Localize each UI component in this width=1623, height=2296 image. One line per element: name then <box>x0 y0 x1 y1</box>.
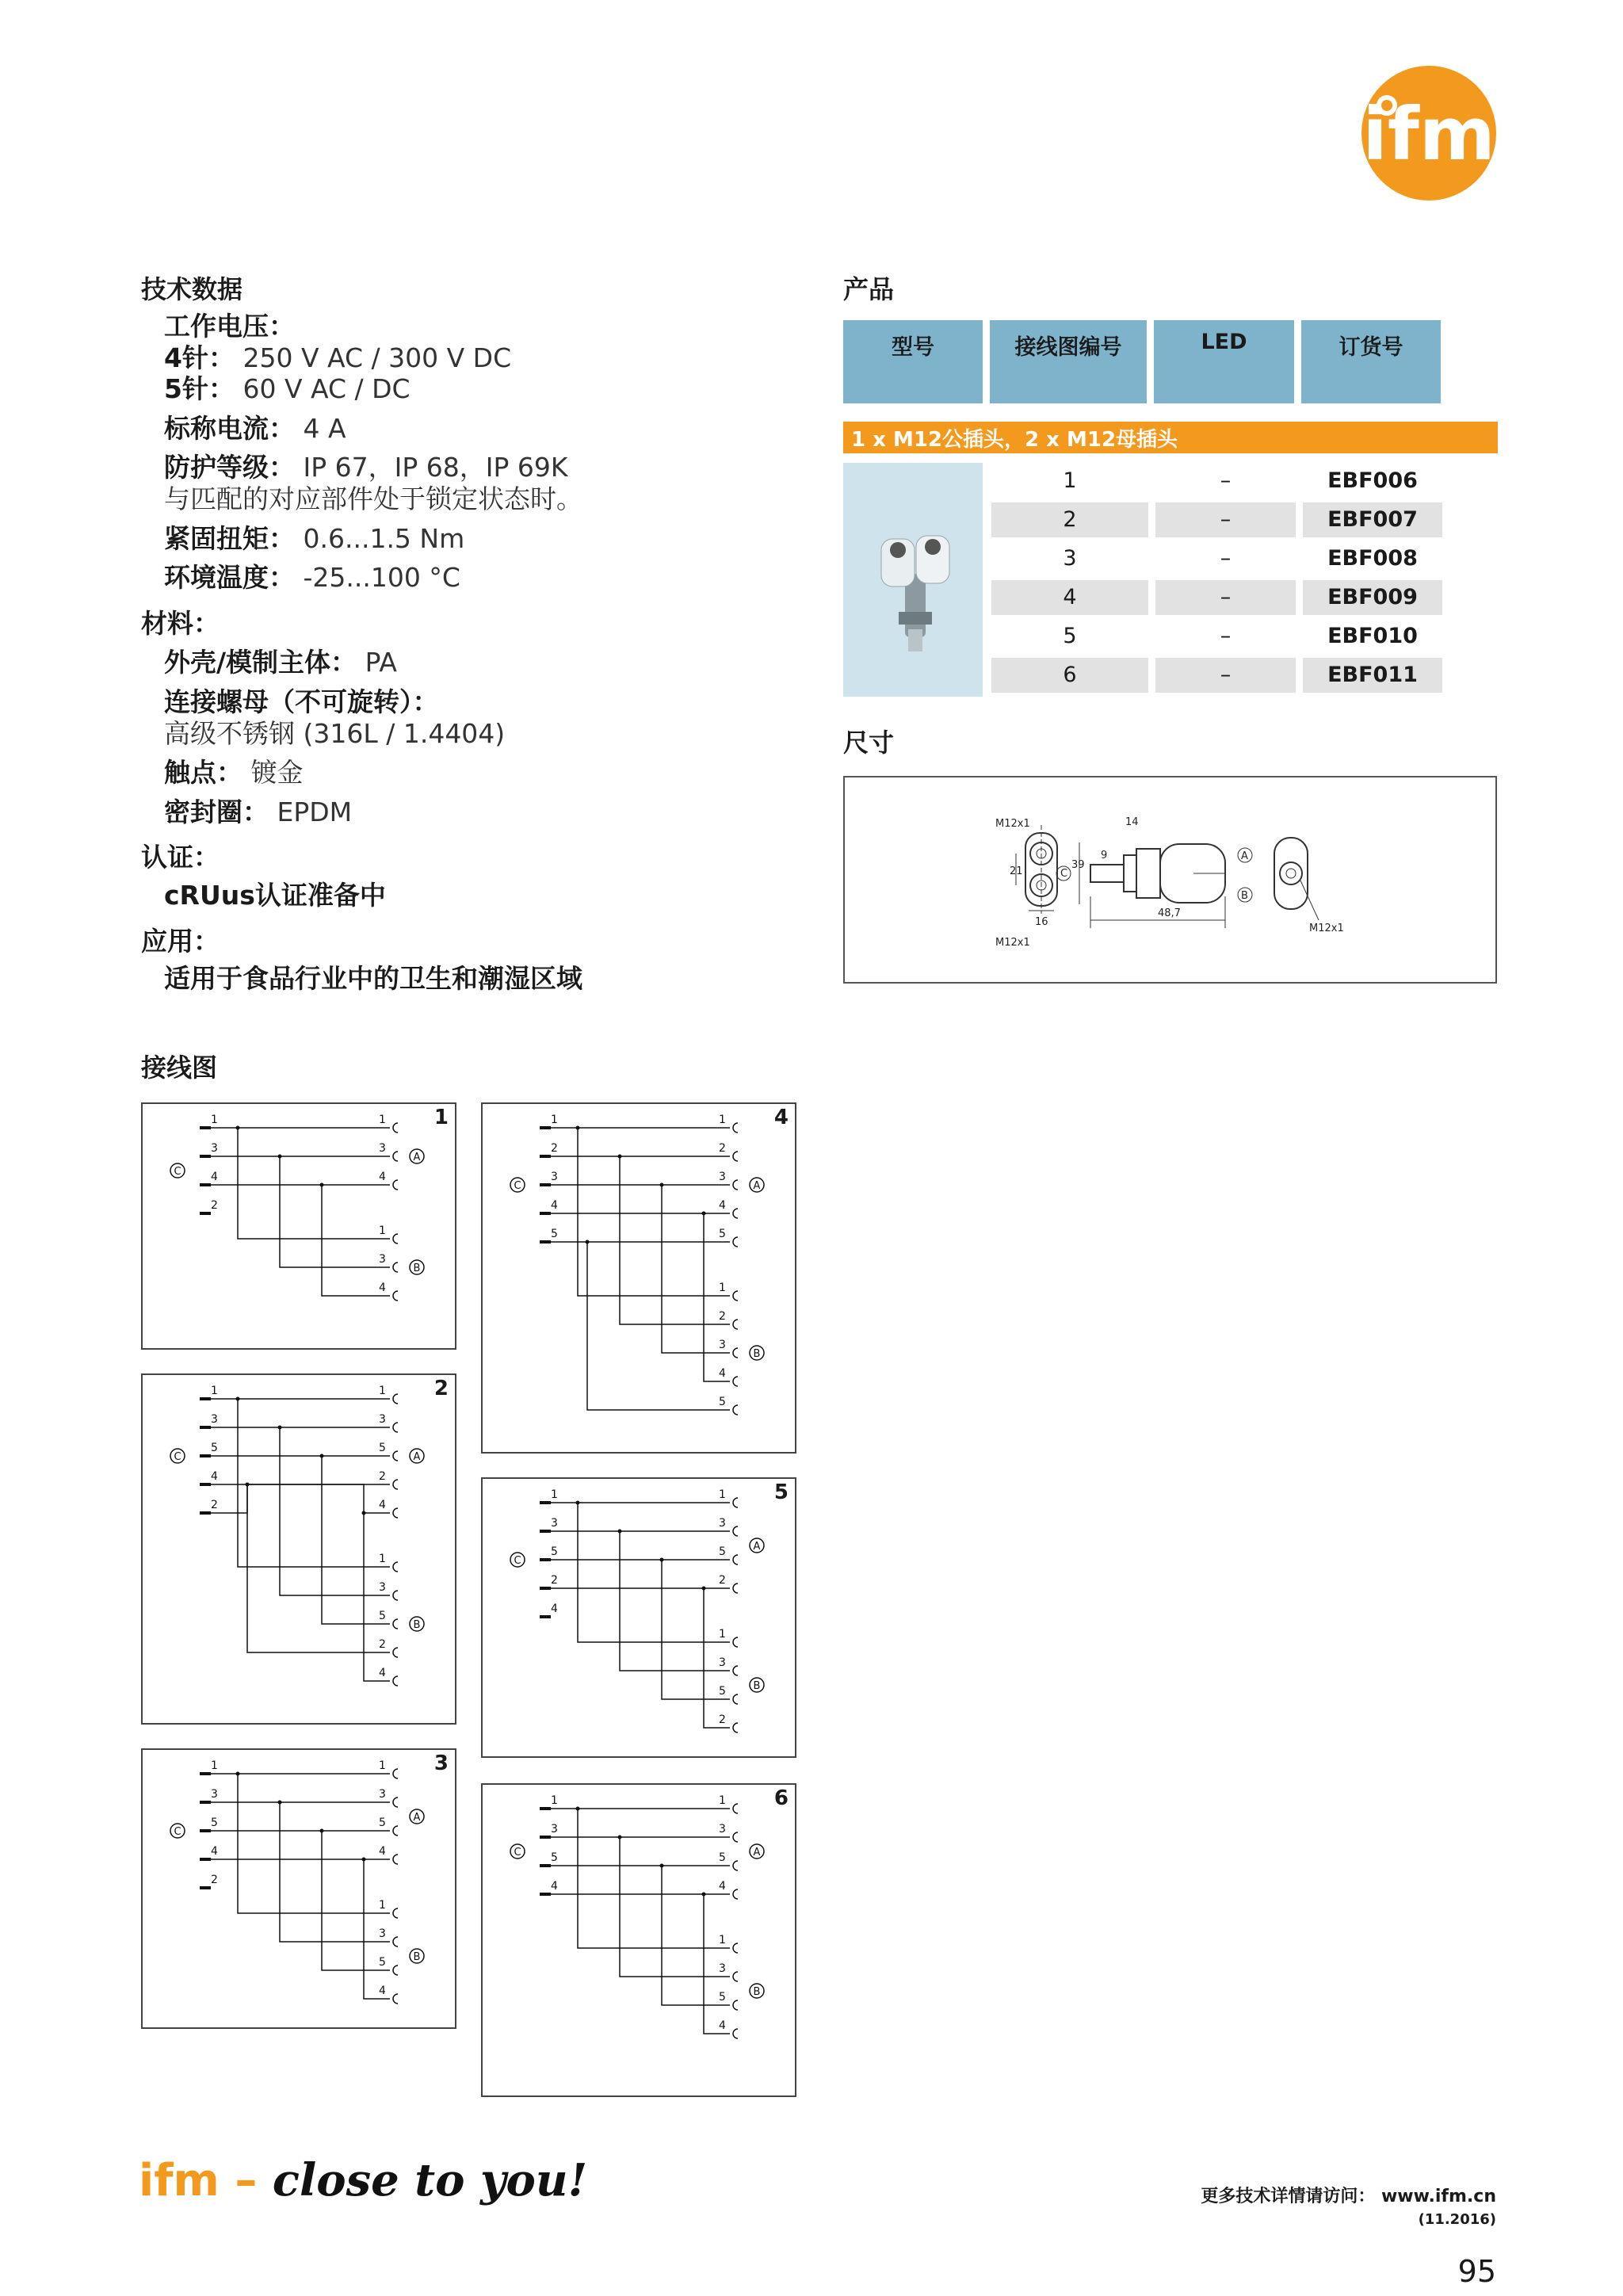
socket-contact-b <box>393 1937 398 1946</box>
socket-contact-b <box>393 1966 398 1975</box>
pin-label-c: 5 <box>551 1545 558 1558</box>
dim-m12-top: M12x1 <box>995 818 1030 830</box>
socket-contact-b <box>733 1972 738 1981</box>
wire <box>620 1156 730 1324</box>
pin-label-c: 4 <box>551 1880 558 1893</box>
pin-label-a: 1 <box>719 1794 726 1807</box>
pin-label-c: 3 <box>551 1171 558 1183</box>
socket-contact-b <box>733 1723 738 1733</box>
logo-mark <box>1361 66 1496 201</box>
pin-label-c: 2 <box>211 1199 218 1212</box>
nut-key: 连接螺母（不可旋转）： <box>164 686 439 717</box>
socket-contact-b <box>733 1377 738 1386</box>
dim-port-b: B <box>1241 890 1248 902</box>
app-value: 适用于食品行业中的卫生和潮湿区域 <box>164 963 582 995</box>
footer-date: (11.2016) <box>1418 2211 1496 2228</box>
port-c-label: C <box>174 1166 181 1178</box>
socket-contact-b <box>393 1234 398 1244</box>
dim-m12-right: M12x1 <box>1309 923 1344 934</box>
socket-contact-b <box>733 2029 738 2038</box>
pin-label-b: 2 <box>379 1638 386 1651</box>
wiring-diagram-5 <box>481 1477 796 1758</box>
pin-label-a: 2 <box>719 1142 726 1155</box>
pin-label-b: 4 <box>719 2019 726 2032</box>
pin-label-b: 1 <box>379 1224 386 1237</box>
row-led: – <box>1220 546 1232 571</box>
nut-value: 高级不锈钢 (316L / 1.4404) <box>164 717 506 749</box>
dim-21: 21 <box>1010 865 1023 877</box>
pin-label-a: 5 <box>379 1442 386 1454</box>
pin-label-b: 5 <box>719 1991 726 2004</box>
dimension-drawing-box <box>843 776 1497 984</box>
wiring-diagram-4 <box>481 1102 796 1454</box>
socket-contact-a <box>393 1180 398 1190</box>
pin-label-a: 3 <box>379 1788 386 1801</box>
pin-label-c: 5 <box>551 1228 558 1240</box>
socket-contact-b <box>733 1694 738 1704</box>
pin-label-b: 3 <box>379 1581 386 1594</box>
row-diagram: 3 <box>1063 546 1077 571</box>
row-diagram: 1 <box>1063 468 1077 493</box>
diagram-number: 5 <box>773 1480 789 1504</box>
pin-label-b: 1 <box>719 1934 726 1946</box>
temp-value: -25...100 °C <box>303 562 460 594</box>
temp-key: 环境温度： <box>164 562 295 594</box>
dim-9: 9 <box>1101 850 1108 861</box>
pin-label-b: 3 <box>719 1962 726 1975</box>
pin-label-a: 1 <box>379 1385 386 1397</box>
table-row <box>991 464 1498 499</box>
socket-contact-b <box>733 1348 738 1358</box>
port-c-label: C <box>514 1847 521 1859</box>
pin-label-c: 4 <box>211 1171 218 1183</box>
pin-label-a: 3 <box>719 1823 726 1836</box>
socket-contact-a <box>733 1237 738 1247</box>
socket-contact-a <box>733 1152 738 1161</box>
row-led: – <box>1155 658 1296 693</box>
pin-label-c: 3 <box>211 1413 218 1426</box>
port-a-label: A <box>753 1180 761 1192</box>
dimensions-heading: 尺寸 <box>843 728 895 758</box>
socket-contact-a <box>393 1123 398 1133</box>
port-c-label: C <box>174 1451 181 1463</box>
pin-label-a: 3 <box>719 1517 726 1530</box>
row-order: EBF006 <box>1327 468 1418 493</box>
pin-label-b: 2 <box>719 1713 726 1726</box>
socket-contact-b <box>393 1263 398 1272</box>
pin-label-c: 5 <box>211 1817 218 1829</box>
cert-heading: 认证： <box>141 842 220 873</box>
diagram-number: 6 <box>773 1786 789 1810</box>
row-led: – <box>1155 580 1296 615</box>
v4-key: 4针： <box>164 342 235 373</box>
pin-label-b: 2 <box>719 1310 726 1323</box>
socket-contact-a <box>393 1826 398 1836</box>
pin-label-a: 1 <box>379 1114 386 1126</box>
row-diagram: 2 <box>991 502 1148 537</box>
pin-label-b: 5 <box>379 1956 386 1969</box>
port-c-label: C <box>514 1555 521 1567</box>
logo-text: ifm <box>1362 92 1495 177</box>
product-image <box>843 463 983 697</box>
cert-value: cRUus认证准备中 <box>164 879 386 911</box>
wiring-drawing <box>483 1785 798 2099</box>
row-diagram: 6 <box>991 658 1148 693</box>
footer-website[interactable]: 更多技术详情请访问： www.ifm.cn <box>1201 2187 1496 2206</box>
pin-label-c: 1 <box>551 1488 558 1501</box>
wire <box>238 1774 390 1913</box>
pin-label-b: 5 <box>719 1685 726 1698</box>
pin-label-a: 4 <box>379 1499 386 1511</box>
wire <box>587 1242 730 1410</box>
row-order: EBF011 <box>1303 658 1442 693</box>
pin-label-c: 5 <box>211 1442 218 1454</box>
current-key: 标称电流： <box>164 412 295 444</box>
wire <box>238 1128 390 1239</box>
v5-value: 60 V AC / DC <box>242 373 411 405</box>
col-diagram: 接线图编号 <box>990 320 1147 403</box>
pin-label-c: 3 <box>211 1142 218 1155</box>
socket-contact-b <box>393 1994 398 2004</box>
port-b-label: B <box>753 1986 761 1998</box>
pin-label-b: 4 <box>379 1667 386 1679</box>
socket-contact-b <box>393 1562 398 1572</box>
wire <box>280 1156 390 1267</box>
socket-contact-a <box>733 1889 738 1899</box>
v4-value: 250 V AC / 300 V DC <box>242 342 512 373</box>
port-b-label: B <box>753 1680 761 1692</box>
pin-label-c: 3 <box>551 1517 558 1530</box>
pin-label-a: 3 <box>379 1142 386 1155</box>
pin-label-c: 2 <box>211 1499 218 1511</box>
pin-label-c: 4 <box>551 1199 558 1212</box>
pin-label-c: 2 <box>211 1874 218 1886</box>
col-order: 订货号 <box>1301 320 1441 403</box>
port-a-label: A <box>413 1451 421 1463</box>
pin-label-a: 1 <box>379 1759 386 1772</box>
pin-label-b: 1 <box>379 1899 386 1912</box>
wire <box>280 1802 390 1942</box>
wire <box>364 1513 390 1681</box>
wire <box>620 1837 730 1977</box>
pin-label-b: 1 <box>719 1628 726 1641</box>
socket-contact-b <box>733 1637 738 1647</box>
pin-label-a: 3 <box>719 1171 726 1183</box>
diagram-number: 4 <box>773 1106 789 1129</box>
pin-label-a: 2 <box>719 1574 726 1587</box>
socket-contact-b <box>733 1943 738 1953</box>
wire <box>238 1399 390 1567</box>
table-row <box>991 619 1498 654</box>
port-a-label: A <box>413 1812 421 1824</box>
socket-contact-a <box>733 1209 738 1218</box>
row-order: EBF008 <box>1327 546 1418 571</box>
table-row <box>991 502 1498 537</box>
product-variant-label: 1 x M12公插头，2 x M12母插头 <box>843 422 1498 453</box>
pin-label-c: 4 <box>211 1845 218 1858</box>
wiring-diagram-1 <box>141 1102 456 1350</box>
socket-contact-b <box>393 1676 398 1686</box>
specs-block <box>141 311 799 995</box>
socket-contact-a <box>733 1180 738 1190</box>
socket-contact-a <box>733 1555 738 1564</box>
socket-contact-a <box>393 1797 398 1807</box>
pin-label-c: 1 <box>211 1385 218 1397</box>
socket-contact-a <box>393 1508 398 1518</box>
dim-m12-bottom: M12x1 <box>995 937 1030 949</box>
wiring-diagram-2 <box>141 1373 456 1725</box>
torque-key: 紧固扭矩： <box>164 522 295 554</box>
connector-picture <box>843 463 983 697</box>
pin-label-b: 3 <box>719 1339 726 1351</box>
socket-contact-b <box>393 1648 398 1657</box>
port-b-label: B <box>413 1263 421 1274</box>
pin-label-c: 5 <box>551 1851 558 1864</box>
contacts-key: 触点： <box>164 757 242 789</box>
wiring-drawing <box>143 1750 458 2030</box>
ifm-logo <box>1361 66 1496 201</box>
col-led: LED <box>1154 320 1294 403</box>
pin-label-c: 3 <box>551 1823 558 1836</box>
contacts-value: 镀金 <box>250 757 304 789</box>
port-c-label: C <box>514 1180 521 1192</box>
row-order: EBF009 <box>1303 580 1442 615</box>
pin-label-c: 4 <box>211 1470 218 1483</box>
pin-label-b: 3 <box>379 1927 386 1940</box>
diagram-number: 3 <box>433 1752 449 1775</box>
footer-dash: – <box>219 2155 273 2206</box>
seal-value: EPDM <box>277 796 353 827</box>
wire <box>620 1531 730 1671</box>
wire <box>578 1128 730 1296</box>
socket-contact-b <box>733 1320 738 1329</box>
row-order: EBF007 <box>1303 502 1442 537</box>
pin-label-a: 4 <box>719 1199 726 1212</box>
socket-contact-a <box>733 1498 738 1507</box>
pin-label-a: 4 <box>379 1171 386 1183</box>
pin-label-a: 5 <box>719 1545 726 1558</box>
col-model: 型号 <box>843 320 983 403</box>
products-table-header <box>843 320 1498 403</box>
port-b-label: B <box>413 1951 421 1963</box>
pin-label-c: 1 <box>211 1759 218 1772</box>
pin-label-b: 1 <box>719 1282 726 1294</box>
footer-slogan <box>139 2154 587 2206</box>
row-led: – <box>1155 502 1296 537</box>
dim-port-a: A <box>1241 850 1248 862</box>
page-number: 95 <box>1457 2254 1496 2289</box>
material-heading: 材料： <box>141 607 220 639</box>
wire <box>280 1427 390 1595</box>
socket-contact-a <box>733 1832 738 1842</box>
pin-label-a: 1 <box>719 1114 726 1126</box>
socket-contact-b <box>733 2000 738 2010</box>
socket-contact-b <box>393 1619 398 1629</box>
dimension-drawing <box>845 777 1499 985</box>
wiring-heading: 接线图 <box>141 1052 218 1083</box>
voltage-label: 工作电压： <box>164 311 295 342</box>
pin-label-c: 1 <box>211 1114 218 1126</box>
v5-key: 5针： <box>164 373 235 405</box>
footer-tagline: close to you! <box>272 2154 588 2206</box>
port-a-label: A <box>413 1152 421 1163</box>
protection-key: 防护等级： <box>164 452 295 483</box>
specs-heading: 技术数据 <box>141 274 243 304</box>
socket-contact-b <box>733 1666 738 1675</box>
protection-note: 与匹配的对应部件处于锁定状态时。 <box>164 483 582 514</box>
pin-label-a: 5 <box>379 1817 386 1829</box>
torque-value: 0.6...1.5 Nm <box>303 522 465 554</box>
port-a-label: A <box>753 1847 761 1859</box>
pin-label-b: 4 <box>719 1367 726 1380</box>
wiring-drawing <box>483 1104 798 1455</box>
row-led: – <box>1220 624 1232 648</box>
port-a-label: A <box>753 1541 761 1553</box>
pin-label-c: 2 <box>551 1574 558 1587</box>
pin-label-a: 3 <box>379 1413 386 1426</box>
pin-label-a: 2 <box>379 1470 386 1483</box>
row-diagram: 4 <box>991 580 1148 615</box>
row-order: EBF010 <box>1327 624 1418 648</box>
wiring-drawing <box>143 1104 458 1351</box>
pin-label-c: 2 <box>551 1142 558 1155</box>
socket-contact-a <box>393 1451 398 1461</box>
pin-label-a: 1 <box>719 1488 726 1501</box>
wire <box>704 1588 730 1728</box>
port-b-label: B <box>753 1348 761 1360</box>
socket-contact-a <box>393 1769 398 1778</box>
port-c-label: C <box>174 1826 181 1838</box>
products-heading: 产品 <box>843 274 895 304</box>
dim-wrench-14: 14 <box>1125 816 1139 828</box>
pin-label-a: 5 <box>719 1851 726 1864</box>
dim-16: 16 <box>1035 916 1048 928</box>
wire <box>364 1859 390 1999</box>
dim-48-7: 48,7 <box>1158 907 1181 919</box>
table-row <box>991 541 1498 576</box>
pin-label-c: 4 <box>551 1603 558 1615</box>
socket-contact-b <box>393 1291 398 1301</box>
pin-label-a: 4 <box>379 1845 386 1858</box>
pin-label-b: 4 <box>379 1985 386 1997</box>
wiring-drawing <box>143 1375 458 1726</box>
pin-label-c: 1 <box>551 1794 558 1807</box>
socket-contact-a <box>733 1804 738 1813</box>
pin-label-b: 3 <box>719 1656 726 1669</box>
protection-value: IP 67，IP 68，IP 69K <box>303 452 568 483</box>
wire <box>247 1484 390 1652</box>
pin-label-a: 4 <box>719 1880 726 1893</box>
dim-port-c: C <box>1060 868 1068 880</box>
pin-label-c: 1 <box>551 1114 558 1126</box>
wiring-diagram-3 <box>141 1748 456 2029</box>
pin-label-a: 5 <box>719 1228 726 1240</box>
socket-contact-a <box>393 1152 398 1161</box>
app-heading: 应用： <box>141 925 220 957</box>
row-led: – <box>1220 468 1232 493</box>
pin-label-c: 3 <box>211 1788 218 1801</box>
diagram-number: 1 <box>433 1106 449 1129</box>
pin-label-b: 5 <box>719 1396 726 1408</box>
pin-label-b: 5 <box>379 1610 386 1622</box>
socket-contact-a <box>393 1423 398 1432</box>
pin-label-b: 4 <box>379 1282 386 1294</box>
wiring-drawing <box>483 1479 798 1759</box>
socket-contact-a <box>733 1123 738 1133</box>
wire <box>578 1503 730 1642</box>
socket-contact-b <box>393 1908 398 1918</box>
housing-value: PA <box>365 647 397 678</box>
socket-contact-b <box>733 1405 738 1415</box>
wiring-diagram-6 <box>481 1783 796 2097</box>
port-b-label: B <box>413 1619 421 1631</box>
socket-contact-a <box>393 1480 398 1489</box>
seal-key: 密封圈： <box>164 796 269 827</box>
wire <box>704 1213 730 1381</box>
footer-brand: ifm <box>139 2155 220 2206</box>
housing-key: 外壳/模制主体： <box>164 647 357 678</box>
wire <box>704 1894 730 2034</box>
wire <box>322 1185 390 1296</box>
socket-contact-a <box>393 1855 398 1864</box>
pin-label-b: 3 <box>379 1253 386 1266</box>
diagram-number: 2 <box>433 1377 449 1400</box>
current-value: 4 A <box>303 412 346 444</box>
table-row <box>991 658 1498 693</box>
socket-contact-a <box>733 1584 738 1593</box>
dim-39: 39 <box>1071 859 1085 871</box>
socket-contact-b <box>733 1291 738 1301</box>
socket-contact-a <box>393 1394 398 1404</box>
row-diagram: 5 <box>1063 624 1077 648</box>
socket-contact-b <box>393 1591 398 1600</box>
pin-label-b: 1 <box>379 1553 386 1565</box>
socket-contact-a <box>733 1526 738 1536</box>
socket-contact-a <box>733 1861 738 1870</box>
table-row <box>991 580 1498 615</box>
wire <box>578 1809 730 1948</box>
